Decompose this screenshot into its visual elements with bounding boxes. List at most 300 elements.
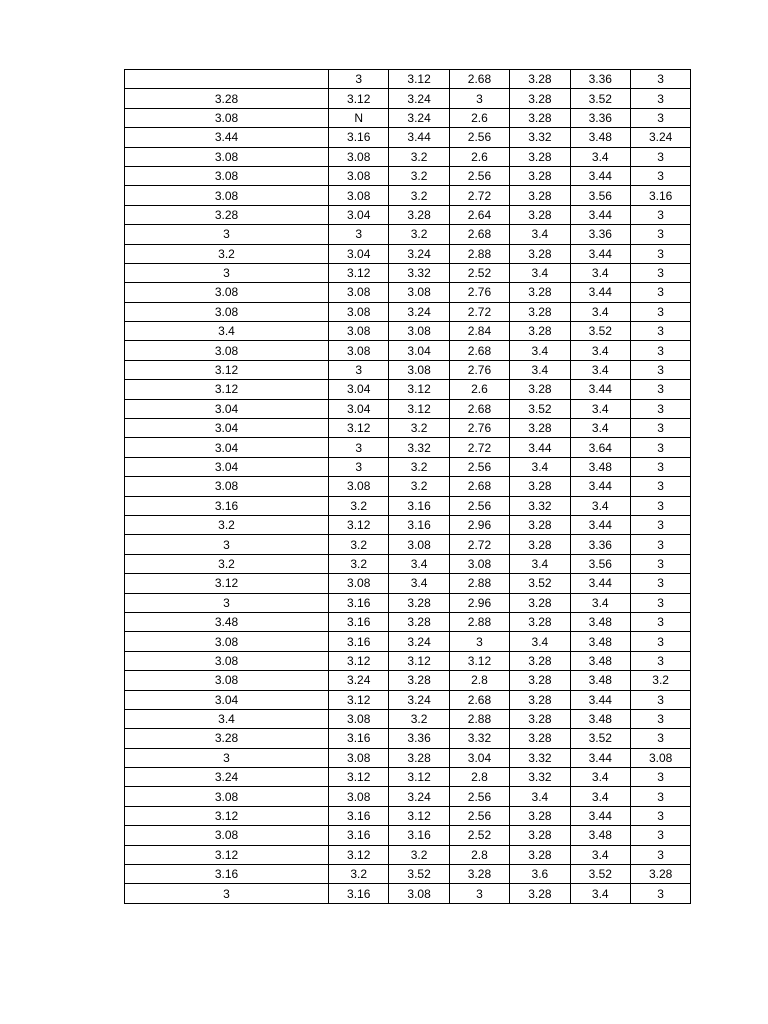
table-cell: 3.4 [570,845,630,864]
table-cell: 3.08 [125,651,329,670]
table-cell: 3.04 [125,457,329,476]
table-row [125,554,691,573]
table-cell: 3.16 [329,612,389,631]
table-cell: 3 [329,225,389,244]
table-cell: 3.04 [329,380,389,399]
table-row [125,612,691,631]
table-cell: 3 [630,632,690,651]
table-cell: 3.2 [389,419,449,438]
table-row [125,225,691,244]
table-cell: 3 [630,651,690,670]
table-cell: 3 [630,205,690,224]
table-row [125,690,691,709]
table-cell: 3.12 [329,89,389,108]
table-cell: 3.28 [449,865,509,884]
table-cell: 3.08 [329,166,389,185]
table-row [125,593,691,612]
table-cell: 3.24 [329,671,389,690]
table-cell: 3 [630,845,690,864]
table-cell: 3 [630,515,690,534]
table-cell: 3.12 [389,399,449,418]
table-cell: 3.4 [570,593,630,612]
table-cell: 2.56 [449,496,509,515]
table-cell: 2.56 [449,787,509,806]
table-cell: 2.64 [449,205,509,224]
table-cell: 3.16 [329,128,389,147]
table-cell: 3.08 [630,748,690,767]
table-cell: 3.52 [510,399,570,418]
table-cell: 3.28 [510,709,570,728]
table-cell: 3.12 [329,845,389,864]
table-cell: 2.6 [449,147,509,166]
table-cell: 2.68 [449,70,509,89]
table-row [125,419,691,438]
table-row [125,244,691,263]
table-cell: 3.52 [570,322,630,341]
table-row [125,574,691,593]
table-cell: 3.28 [510,729,570,748]
table-cell: 3.36 [389,729,449,748]
table-cell: 3 [630,89,690,108]
table-cell: 3.4 [389,554,449,573]
table-row [125,787,691,806]
table-cell: 3.48 [570,826,630,845]
table-cell: 3.12 [329,515,389,534]
table-cell: 3.52 [570,89,630,108]
table-cell: 2.56 [449,806,509,825]
table-cell: 3 [329,438,389,457]
table-row [125,768,691,787]
table-cell: N [329,108,389,127]
table-cell: 3.28 [510,515,570,534]
table-cell: 3.44 [570,244,630,263]
table-cell: 3.24 [389,632,449,651]
table-cell: 3 [630,826,690,845]
table-cell: 2.88 [449,612,509,631]
table-cell: 3.28 [510,186,570,205]
table-cell: 3.4 [125,709,329,728]
table-cell: 3.08 [329,322,389,341]
table-cell: 3.48 [570,671,630,690]
table-cell: 2.68 [449,477,509,496]
table-cell: 3.08 [329,477,389,496]
table-cell: 3.28 [389,671,449,690]
table-cell: 3.4 [510,787,570,806]
table-cell: 3 [125,263,329,282]
table-cell: 3.28 [510,806,570,825]
table-cell: 3.08 [389,360,449,379]
table-cell: 3.28 [510,89,570,108]
table-cell: 3.12 [449,651,509,670]
table-cell: 3.08 [329,787,389,806]
table-cell: 3 [630,768,690,787]
table-cell: 3.32 [510,768,570,787]
table-cell: 3.28 [510,651,570,670]
table-cell: 3.28 [510,612,570,631]
table-cell: 3.08 [125,671,329,690]
table-cell: 2.88 [449,244,509,263]
table-cell: 2.84 [449,322,509,341]
table-row [125,263,691,282]
table-cell: 3.08 [125,147,329,166]
table-row [125,283,691,302]
table-cell: 3.16 [329,729,389,748]
table-cell: 3.04 [329,244,389,263]
table-row [125,147,691,166]
table-cell: 3 [630,419,690,438]
table-cell: 3.28 [510,419,570,438]
table-cell: 3 [449,89,509,108]
table-cell: 3 [630,496,690,515]
table-cell: 3.08 [389,535,449,554]
table-cell: 3.12 [329,651,389,670]
table-cell: 3 [125,225,329,244]
table-row [125,671,691,690]
table-cell: 3.24 [630,128,690,147]
table-cell: 3.64 [570,438,630,457]
table-cell: 3 [630,593,690,612]
table-cell: 3.44 [570,515,630,534]
table-cell: 2.88 [449,574,509,593]
table-cell: 3.12 [329,263,389,282]
table-cell: 3.12 [125,806,329,825]
table-cell: 3.32 [510,496,570,515]
table-cell: 3.12 [125,574,329,593]
table-cell: 3.48 [570,612,630,631]
table-cell: 2.76 [449,360,509,379]
table-cell: 3.12 [329,690,389,709]
table-cell: 2.96 [449,593,509,612]
table-cell: 3.36 [570,225,630,244]
table-row [125,360,691,379]
table-cell: 3.12 [125,845,329,864]
table-cell: 3.28 [630,865,690,884]
table-cell: 3.52 [570,865,630,884]
table-row [125,651,691,670]
table-cell: 2.52 [449,826,509,845]
table-cell [125,70,329,89]
table-cell: 3.28 [510,205,570,224]
table-row [125,438,691,457]
table-cell: 3.08 [329,341,389,360]
table-cell: 3.32 [389,438,449,457]
table-cell: 3 [630,574,690,593]
table-row [125,128,691,147]
table-cell: 3.36 [570,108,630,127]
table-cell: 2.68 [449,225,509,244]
table-cell: 3.16 [329,806,389,825]
table-cell: 3 [630,787,690,806]
table-cell: 3.04 [125,438,329,457]
table-cell: 3.24 [389,108,449,127]
data-table [124,69,691,904]
table-cell: 3.28 [510,244,570,263]
table-cell: 3.2 [329,496,389,515]
table-cell: 3.32 [510,748,570,767]
table-cell: 3.08 [329,302,389,321]
table-cell: 3.12 [389,70,449,89]
table-cell: 3 [125,535,329,554]
table-cell: 3.56 [570,186,630,205]
table-cell: 2.6 [449,108,509,127]
table-cell: 2.56 [449,128,509,147]
table-cell: 3.4 [389,574,449,593]
table-cell: 3.04 [125,399,329,418]
table-cell: 3.4 [510,263,570,282]
table-cell: 3.4 [570,496,630,515]
table-row [125,632,691,651]
table-row [125,535,691,554]
table-cell: 3.28 [510,380,570,399]
table-cell: 3 [630,147,690,166]
table-row [125,380,691,399]
table-cell: 2.8 [449,671,509,690]
table-cell: 3.2 [389,147,449,166]
table-cell: 3.44 [125,128,329,147]
table-cell: 3.08 [125,108,329,127]
table-cell: 3 [630,438,690,457]
table-cell: 3.28 [510,535,570,554]
table-cell: 3.52 [510,574,570,593]
table-cell: 3.28 [510,884,570,903]
table-cell: 3.08 [329,574,389,593]
table-cell: 2.56 [449,166,509,185]
table-cell: 3.2 [389,457,449,476]
table-cell: 2.8 [449,768,509,787]
table-cell: 3.44 [570,380,630,399]
table-cell: 3.44 [389,128,449,147]
table-cell: 3.28 [510,108,570,127]
table-cell: 3.04 [125,690,329,709]
table-cell: 2.52 [449,263,509,282]
table-cell: 3.08 [125,632,329,651]
table-cell: 2.72 [449,535,509,554]
table-cell: 3 [630,612,690,631]
table-cell: 3.4 [510,554,570,573]
table-cell: 3.16 [630,186,690,205]
table-row [125,865,691,884]
table-cell: 3.2 [125,515,329,534]
table-cell: 3.52 [570,729,630,748]
table-cell: 3.16 [389,515,449,534]
table-cell: 3.4 [570,360,630,379]
table-cell: 3.36 [570,535,630,554]
table-row [125,205,691,224]
table-cell: 3.2 [389,186,449,205]
table-cell: 2.6 [449,380,509,399]
table-cell: 3.48 [570,457,630,476]
table-cell: 3.48 [570,128,630,147]
table-cell: 3.12 [125,360,329,379]
table-cell: 3.16 [125,865,329,884]
table-cell: 3.12 [389,380,449,399]
table-cell: 3.28 [510,671,570,690]
table-cell: 3.08 [329,709,389,728]
table-cell: 2.76 [449,283,509,302]
table-cell: 3.04 [329,205,389,224]
table-cell: 3 [630,457,690,476]
table-cell: 3.16 [329,826,389,845]
table-cell: 3 [630,70,690,89]
table-cell: 3.08 [389,322,449,341]
table-cell: 3.28 [510,70,570,89]
table-cell: 3.32 [389,263,449,282]
table-row [125,186,691,205]
table-cell: 3.04 [389,341,449,360]
table-cell: 3.28 [125,729,329,748]
table-cell: 3.16 [389,826,449,845]
table-cell: 3 [329,70,389,89]
table-cell: 3.28 [510,690,570,709]
table-cell: 3 [449,884,509,903]
table-cell: 3.12 [389,651,449,670]
table-cell: 3.2 [630,671,690,690]
table-cell: 3.2 [125,244,329,263]
table-row [125,845,691,864]
table-cell: 3.4 [510,457,570,476]
table-cell: 3.2 [389,166,449,185]
table-cell: 3.12 [389,806,449,825]
table-row [125,884,691,903]
table-cell: 3 [630,477,690,496]
table-cell: 3.4 [570,768,630,787]
table-cell: 3 [630,729,690,748]
table-cell: 3.08 [125,341,329,360]
table-cell: 3.2 [329,865,389,884]
table-cell: 3.28 [510,845,570,864]
table-cell: 3.16 [329,593,389,612]
table-cell: 3.28 [510,477,570,496]
table-cell: 3.44 [570,283,630,302]
table-cell: 3 [630,263,690,282]
table-cell: 3.08 [125,283,329,302]
table-cell: 3.48 [125,612,329,631]
table-cell: 3.6 [510,865,570,884]
table-cell: 3.44 [570,477,630,496]
table-cell: 2.8 [449,845,509,864]
table-cell: 3 [630,399,690,418]
table-cell: 3.4 [570,147,630,166]
table-cell: 3 [630,341,690,360]
table-cell: 3.12 [125,380,329,399]
table-cell: 3.16 [125,496,329,515]
table-cell: 2.88 [449,709,509,728]
table-cell: 3 [630,244,690,263]
table-cell: 3 [630,283,690,302]
table-cell: 3.08 [125,166,329,185]
table-cell: 3.24 [389,690,449,709]
table-cell: 3.08 [125,477,329,496]
table-cell: 3.24 [125,768,329,787]
table-cell: 3.56 [570,554,630,573]
table-row [125,496,691,515]
table-cell: 3.48 [570,651,630,670]
table-cell: 3.4 [510,632,570,651]
table-cell: 3 [630,554,690,573]
table-row [125,826,691,845]
table-cell: 3 [125,748,329,767]
table-cell: 3.28 [510,593,570,612]
table-cell: 3.24 [389,89,449,108]
table-cell: 3.16 [329,884,389,903]
table-cell: 3.08 [389,283,449,302]
table-cell: 3.44 [570,690,630,709]
table-cell: 3 [630,322,690,341]
table-row [125,322,691,341]
table-cell: 3.12 [329,768,389,787]
table-cell: 3.28 [389,748,449,767]
table-cell: 3.44 [570,748,630,767]
table-cell: 3 [630,709,690,728]
table-cell: 3.08 [329,283,389,302]
table-cell: 3 [125,884,329,903]
table-cell: 3.04 [329,399,389,418]
table-cell: 3.28 [389,612,449,631]
table-cell: 3.28 [510,302,570,321]
table-cell: 3.4 [570,884,630,903]
table-cell: 3.44 [570,166,630,185]
table-cell: 3.36 [570,70,630,89]
table-cell: 3.28 [389,593,449,612]
table-cell: 3 [329,457,389,476]
table-cell: 2.72 [449,186,509,205]
table-cell: 3.28 [125,89,329,108]
table-cell: 3.16 [389,496,449,515]
table-cell: 3.2 [125,554,329,573]
table-cell: 3.4 [570,302,630,321]
table-cell: 3.2 [329,535,389,554]
table-cell: 3.28 [389,205,449,224]
table-cell: 3.08 [125,186,329,205]
table-cell: 3.08 [329,186,389,205]
table-cell: 3.24 [389,787,449,806]
table-cell: 3 [630,806,690,825]
table-cell: 2.68 [449,341,509,360]
table-cell: 3.08 [329,748,389,767]
table-cell: 3.4 [510,225,570,244]
table-cell: 3.44 [570,205,630,224]
table-cell: 3.4 [510,341,570,360]
table-row [125,729,691,748]
table-row [125,399,691,418]
table-row [125,806,691,825]
table-cell: 3.4 [570,399,630,418]
table-cell: 3.08 [329,147,389,166]
table-cell: 3.48 [570,632,630,651]
table-cell: 3.28 [510,147,570,166]
table-row [125,70,691,89]
table-cell: 3 [630,380,690,399]
table-cell: 3.4 [570,263,630,282]
table-cell: 3.24 [389,302,449,321]
table-cell: 3 [329,360,389,379]
table-row [125,341,691,360]
table-cell: 3.28 [510,166,570,185]
table-row [125,89,691,108]
table-cell: 2.76 [449,419,509,438]
table-cell: 3.08 [449,554,509,573]
table-row [125,709,691,728]
table-cell: 3.4 [570,787,630,806]
table-cell: 3.48 [570,709,630,728]
table-cell: 3.04 [449,748,509,767]
table-cell: 3 [630,535,690,554]
table-cell: 3.08 [389,884,449,903]
table-body [125,70,691,904]
table-cell: 3.52 [389,865,449,884]
table-cell: 3 [630,225,690,244]
table-cell: 3.28 [510,826,570,845]
